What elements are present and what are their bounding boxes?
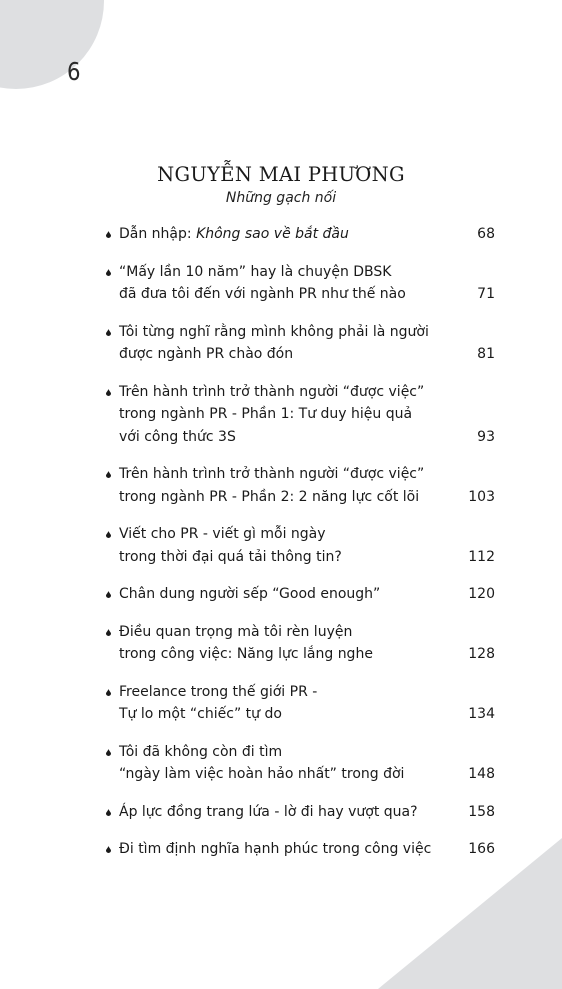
toc-title-text: “ngày làm việc hoàn hảo nhất” trong đời xyxy=(119,766,405,782)
toc-entry xyxy=(104,223,495,246)
toc-line xyxy=(119,343,495,366)
toc-title-text: đã đưa tôi đến với ngành PR như thế nào xyxy=(119,286,406,302)
toc-title-text: Dẫn nhập: xyxy=(119,226,197,242)
toc-page-number: 166 xyxy=(468,841,495,857)
page-number: 6 xyxy=(67,57,81,86)
toc-entry-title xyxy=(119,223,349,246)
toc-title-text: được ngành PR chào đón xyxy=(119,346,294,362)
toc-entry xyxy=(104,261,495,306)
toc-entry xyxy=(104,681,495,726)
toc-entry-title xyxy=(119,381,424,404)
toc-page-number: 148 xyxy=(468,766,495,782)
toc-title-text: trong ngành PR - Phần 1: Tư duy hiệu quả xyxy=(119,406,413,422)
toc-page-number: 68 xyxy=(477,226,495,242)
toc-line xyxy=(119,643,495,666)
toc-line xyxy=(119,838,495,861)
toc-title-text: “Mấy lần 10 năm” hay là chuyện DBSK xyxy=(119,263,392,280)
toc-entry-title xyxy=(119,741,282,764)
bullet-icon xyxy=(106,846,111,853)
toc-entry xyxy=(104,621,495,666)
toc-entry-title xyxy=(119,546,342,569)
toc-entry-title xyxy=(119,621,352,644)
toc-line xyxy=(119,426,495,449)
toc-title-text: Áp lực đồng trang lứa - lờ đi hay vượt qua? xyxy=(119,803,418,820)
toc-entry-title xyxy=(119,763,404,786)
toc-entry-title xyxy=(119,403,412,426)
toc-entry xyxy=(104,463,495,508)
bullet-icon xyxy=(106,749,111,756)
section-subtitle: Những gạch nối xyxy=(225,190,337,206)
toc-page-number: 103 xyxy=(468,488,495,505)
toc-line xyxy=(119,583,495,606)
toc-entry-title xyxy=(119,523,326,546)
toc-title-text: Điều quan trọng mà tôi rèn luyện xyxy=(119,623,353,640)
toc-title-text: với công thức 3S xyxy=(119,428,236,445)
author-name: NGUYỄN MAI PHƯƠNG xyxy=(157,163,405,186)
toc-title-text: Freelance trong thế giới PR - xyxy=(119,683,318,700)
toc-line xyxy=(119,486,495,509)
toc-page-number: 93 xyxy=(477,428,495,445)
toc-title-text: Viết cho PR - viết gì mỗi ngày xyxy=(119,526,326,542)
toc-entry xyxy=(104,583,495,606)
toc-line xyxy=(119,703,495,726)
bullet-icon xyxy=(106,269,111,276)
toc-entry-title xyxy=(119,681,317,704)
toc-title-italic: Không sao về bắt đầu xyxy=(196,226,349,242)
toc-title-text: Chân dung người sếp “Good enough” xyxy=(119,586,381,602)
toc-line xyxy=(119,381,495,404)
toc-entry-title xyxy=(119,261,391,284)
bullet-icon xyxy=(106,591,111,598)
toc-line xyxy=(119,523,495,546)
toc-line xyxy=(119,321,495,344)
toc-page-number: 158 xyxy=(468,803,495,820)
toc-line xyxy=(119,741,495,764)
toc-line xyxy=(119,801,495,824)
toc-entry-title xyxy=(119,426,236,449)
toc-entry xyxy=(104,381,495,449)
toc-entry-title xyxy=(119,703,282,726)
toc-line xyxy=(119,283,495,306)
chapter-header xyxy=(0,162,562,208)
toc-entry-title xyxy=(119,321,429,344)
toc-title-text: Đi tìm định nghĩa hạnh phúc trong công việc xyxy=(119,841,432,857)
bullet-icon xyxy=(106,809,111,816)
bullet-icon xyxy=(106,629,111,636)
toc-page-number: 120 xyxy=(468,586,495,602)
bullet-icon xyxy=(106,231,111,238)
toc-line xyxy=(119,223,495,246)
toc-line xyxy=(119,763,495,786)
toc-entry xyxy=(104,321,495,366)
toc-line xyxy=(119,546,495,569)
toc-title-text: trong ngành PR - Phần 2: 2 năng lực cốt lõi xyxy=(119,488,420,505)
toc-line xyxy=(119,403,495,426)
toc-entry-title xyxy=(119,801,418,824)
toc-entry xyxy=(104,801,495,824)
toc-page-number: 112 xyxy=(468,548,495,565)
toc-page-number: 134 xyxy=(468,706,495,722)
toc-line xyxy=(119,681,495,704)
toc-title-text: Tôi đã không còn đi tìm xyxy=(119,743,283,760)
bullet-icon xyxy=(106,329,111,336)
toc-title-text: trong thời đại quá tải thông tin? xyxy=(119,548,342,565)
toc-title-text: Trên hành trình trở thành người “được việc” xyxy=(119,383,425,400)
bullet-icon xyxy=(106,689,111,696)
toc-entry xyxy=(104,741,495,786)
bullet-icon xyxy=(106,471,111,478)
toc-entry-title xyxy=(119,643,373,666)
bullet-icon xyxy=(106,389,111,396)
toc-page-number: 71 xyxy=(477,286,495,302)
toc-line xyxy=(119,621,495,644)
toc-title-text: Tôi từng nghĩ rằng mình không phải là người xyxy=(119,323,429,340)
toc-entry-title xyxy=(119,463,424,486)
toc-title-text: trong công việc: Năng lực lắng nghe xyxy=(119,646,373,662)
toc-entry-title xyxy=(119,283,406,306)
toc-page-number: 81 xyxy=(477,346,495,362)
toc-line xyxy=(119,463,495,486)
toc-entry-title xyxy=(119,838,431,861)
bullet-icon xyxy=(106,531,111,538)
toc-title-text: Trên hành trình trở thành người “được việc” xyxy=(119,466,425,482)
toc-entry-title xyxy=(119,343,293,366)
table-of-contents xyxy=(104,223,495,876)
toc-page-number: 128 xyxy=(468,646,495,662)
toc-entry-title xyxy=(119,583,380,606)
toc-entry xyxy=(104,838,495,861)
toc-entry-title xyxy=(119,486,419,509)
toc-title-text: Tự lo một “chiếc” tự do xyxy=(119,706,282,722)
toc-line xyxy=(119,261,495,284)
toc-entry xyxy=(104,523,495,568)
